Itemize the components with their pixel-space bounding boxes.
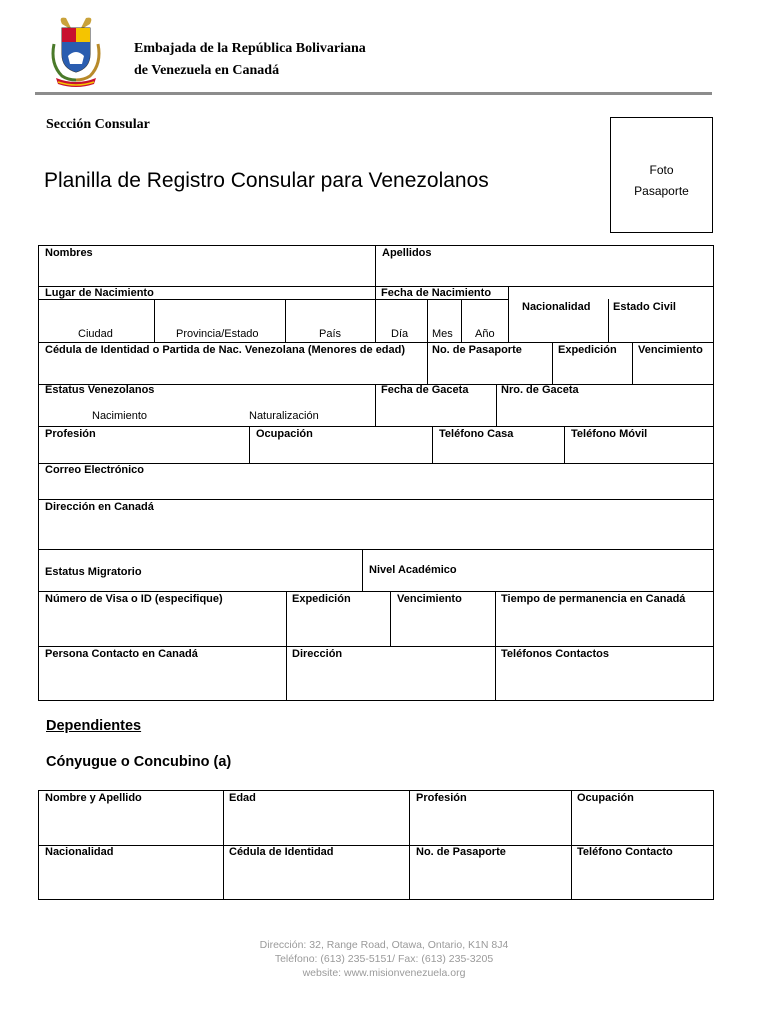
label-vencimiento: Vencimiento xyxy=(638,344,703,356)
col-divider xyxy=(508,286,509,342)
col-divider xyxy=(285,299,286,342)
sublabel-mes: Mes xyxy=(432,328,453,340)
footer-website: website: www.misionvenezuela.org xyxy=(302,967,466,979)
label-numero-visa: Número de Visa o ID (especifique) xyxy=(45,593,223,605)
col-divider xyxy=(461,299,462,342)
label-expedicion-visa: Expedición xyxy=(292,593,351,605)
embassy-name-line1: Embajada de la República Bolivariana xyxy=(134,41,366,56)
label-apellidos: Apellidos xyxy=(382,247,432,259)
photo-label-line1: Foto xyxy=(649,163,674,177)
embassy-name-line2: de Venezuela en Canadá xyxy=(134,63,280,78)
sublabel-naturalizacion: Naturalización xyxy=(249,410,319,422)
section-label: Sección Consular xyxy=(46,117,150,132)
col-divider xyxy=(375,286,376,342)
col-divider xyxy=(495,591,496,701)
label-telefonos-contactos: Teléfonos Contactos xyxy=(501,648,609,660)
label-estado-civil: Estado Civil xyxy=(613,301,676,313)
label-estatus-venezolanos: Estatus Venezolanos xyxy=(45,384,155,396)
label-vencimiento-visa: Vencimiento xyxy=(397,593,462,605)
sublabel-anio: Año xyxy=(475,328,495,340)
spouse-label-ocupacion: Ocupación xyxy=(577,792,634,804)
sublabel-ciudad: Ciudad xyxy=(78,328,113,340)
col-divider xyxy=(496,384,497,426)
label-profesion: Profesión xyxy=(45,428,96,440)
spouse-label-edad: Edad xyxy=(229,792,256,804)
col-divider xyxy=(223,790,224,900)
col-divider xyxy=(571,790,572,900)
col-divider xyxy=(286,591,287,701)
label-nro-gaceta: Nro. de Gaceta xyxy=(501,384,579,396)
label-nivel-academico: Nivel Académico xyxy=(369,564,457,576)
sublabel-nacimiento: Nacimiento xyxy=(92,410,148,422)
label-persona-contacto: Persona Contacto en Canadá xyxy=(45,648,198,660)
dependientes-heading: Dependientes xyxy=(46,718,142,734)
col-divider xyxy=(552,342,553,384)
label-direccion: Dirección xyxy=(292,648,343,660)
label-ocupacion: Ocupación xyxy=(256,428,313,440)
sublabel-pais: País xyxy=(319,328,342,340)
col-divider xyxy=(362,549,363,591)
spouse-label-profesion: Profesión xyxy=(416,792,467,804)
label-fecha-gaceta: Fecha de Gaceta xyxy=(381,384,469,396)
col-divider xyxy=(375,384,376,426)
col-divider xyxy=(632,342,633,384)
label-correo: Correo Electrónico xyxy=(45,464,145,476)
photo-label-line2: Pasaporte xyxy=(634,184,689,198)
col-divider xyxy=(427,342,428,384)
sublabel-provincia: Provincia/Estado xyxy=(176,328,259,340)
col-divider xyxy=(390,591,391,646)
footer-phone: Teléfono: (613) 235-5151/ Fax: (613) 235-3205 xyxy=(274,953,494,965)
label-expedicion: Expedición xyxy=(558,344,617,356)
label-telefono-casa: Teléfono Casa xyxy=(439,428,514,440)
spouse-label-nacionalidad: Nacionalidad xyxy=(45,846,114,858)
col-divider xyxy=(375,245,376,286)
label-telefono-movil: Teléfono Móvil xyxy=(571,428,648,440)
row-divider xyxy=(38,549,714,550)
col-divider xyxy=(608,299,609,342)
footer-address: Dirección: 32, Range Road, Otawa, Ontario, K1N 8J4 xyxy=(259,939,509,951)
spouse-label-pasaporte: No. de Pasaporte xyxy=(416,846,506,858)
sublabel-dia: Día xyxy=(391,328,409,340)
spouse-label-telefono: Teléfono Contacto xyxy=(577,846,673,858)
coat-of-arms-icon xyxy=(48,14,104,88)
label-fecha-nacimiento: Fecha de Nacimiento xyxy=(381,287,492,299)
form-title: Planilla de Registro Consular para Venezolanos xyxy=(44,169,489,192)
col-divider xyxy=(409,790,410,900)
label-lugar-nacimiento: Lugar de Nacimiento xyxy=(45,287,154,299)
col-divider xyxy=(432,426,433,463)
spouse-label-cedula: Cédula de Identidad xyxy=(229,846,334,858)
spouse-heading: Cónyugue o Concubino (a) xyxy=(46,754,232,770)
header-divider xyxy=(35,92,712,95)
spouse-label-nombre: Nombre y Apellido xyxy=(45,792,142,804)
label-nombres: Nombres xyxy=(45,247,93,259)
row-divider xyxy=(38,646,714,647)
row-divider xyxy=(38,499,714,500)
col-divider xyxy=(427,299,428,342)
label-direccion-canada: Dirección en Canadá xyxy=(45,501,154,513)
col-divider xyxy=(249,426,250,463)
label-estatus-migratorio: Estatus Migratorio xyxy=(45,566,142,578)
label-nacionalidad: Nacionalidad xyxy=(522,301,591,313)
photo-box xyxy=(610,117,713,233)
label-cedula: Cédula de Identidad o Partida de Nac. Venezolana (Menores de edad) xyxy=(45,344,406,356)
row-divider xyxy=(38,591,714,592)
col-divider xyxy=(154,299,155,342)
label-no-pasaporte: No. de Pasaporte xyxy=(432,344,522,356)
row-divider xyxy=(38,342,714,343)
label-tiempo-permanencia: Tiempo de permanencia en Canadá xyxy=(501,593,686,605)
col-divider xyxy=(564,426,565,463)
row-divider xyxy=(38,426,714,427)
